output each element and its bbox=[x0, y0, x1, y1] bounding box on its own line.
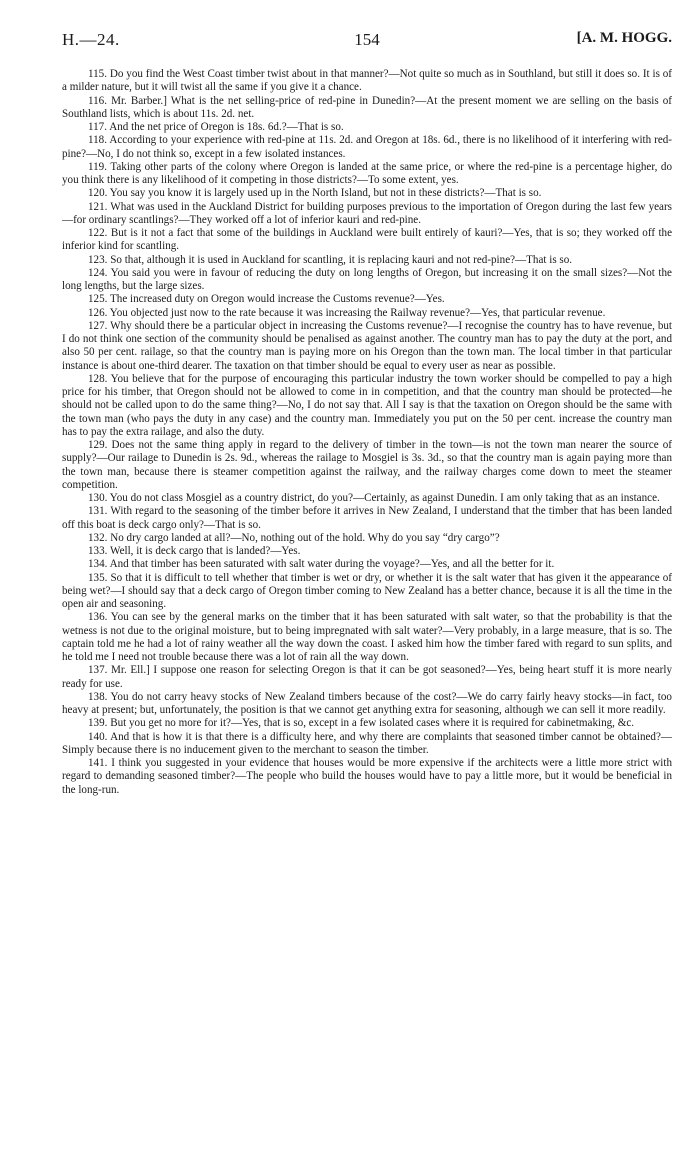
question-number: 125. bbox=[88, 293, 108, 306]
question-text: You can see by the general marks on the timber that it has been saturated with salt water, so that the probability is that the wetness is not due to the original moisture, but to being impregnated with salt water?—Very probably, in a large measure, that is so. The captain told me he had a lot of rainy weather all the way down the coast. I asked him how the timber fared with regard to sun splits, and he told me I need not trouble because there was a lot of rain all the way down. bbox=[62, 611, 672, 663]
question-text: Mr. Ell.] I suppose one reason for selecting Oregon is that it can be got seasoned?—Yes, being heart stuff it is more nearly ready for use. bbox=[62, 664, 672, 690]
question-text: But is it not a fact that some of the buildings in Auckland were built entirely of kauri?—Yes, that is so; they worked off the inferior kind for scantling. bbox=[62, 227, 672, 253]
question-number: 133. bbox=[88, 545, 108, 557]
question-number: 131. bbox=[88, 505, 108, 518]
question-paragraph bbox=[62, 187, 672, 200]
question-number: 123. bbox=[88, 253, 108, 266]
question-paragraph bbox=[62, 201, 672, 228]
question-paragraph bbox=[62, 558, 672, 571]
question-paragraph bbox=[62, 492, 672, 505]
question-paragraph bbox=[62, 121, 672, 134]
question-text: Taking other parts of the colony where Oregon is landed at the same price, or where the red-pine is a percentage higher, do you think there is any likelihood of it competing in those districts?—To some extent, yes. bbox=[62, 160, 672, 186]
question-text: You do not class Mosgiel as a country district, do you?—Certainly, as against Dunedin. I am only taking that as an instance. bbox=[109, 492, 660, 504]
question-text: You objected just now to the rate because it was increasing the Railway revenue?—Yes, that particular revenue. bbox=[109, 306, 606, 319]
question-text: Mr. Barber.] What is the net selling-price of red-pine in Dunedin?—At the present moment we are selling on the basis of Southland lists, which is about 11s. 2d. net. bbox=[62, 94, 672, 120]
question-number: 129. bbox=[88, 439, 108, 451]
question-paragraph bbox=[62, 373, 672, 439]
question-text: You do not carry heavy stocks of New Zealand timbers because of the cost?—We do carry fairly heavy stocks—in fact, too heavy at present; but, unfortunately, the position is that we cannot get anything extra for seasoning, although we can sell it more readily. bbox=[62, 690, 672, 716]
question-number: 141. bbox=[88, 757, 108, 769]
question-paragraph bbox=[62, 134, 672, 161]
question-paragraph bbox=[62, 307, 672, 320]
question-number: 126. bbox=[88, 306, 108, 319]
question-text: So that it is difficult to tell whether that timber is wet or dry, or whether it is the salt water that has given it the appearance of being wet?—I should say that a deck cargo of Oregon timber coming to New Zealand has a better chance, because it is all the time in the open air and seasoning. bbox=[62, 571, 672, 610]
question-number: 139. bbox=[88, 717, 108, 730]
question-paragraph bbox=[62, 505, 672, 532]
question-number: 132. bbox=[88, 531, 108, 544]
question-paragraph bbox=[62, 757, 672, 797]
question-paragraph bbox=[62, 664, 672, 691]
question-text: Does not the same thing apply in regard to the delivery of timber in the town—is not the town man nearer the source of supply?—Our railage to Dunedin is 2s. 9d., whereas the railage to Mosgiel is 3s. 3d., so that the country man is again paying more than the town man, because there is steamer competition against the railway, and the railway charges come down to meet the steamer competition. bbox=[62, 439, 672, 491]
question-number: 121. bbox=[88, 200, 108, 213]
page-header bbox=[62, 22, 672, 52]
question-number: 137. bbox=[88, 664, 108, 677]
question-number: 130. bbox=[88, 492, 108, 504]
question-text: But you get no more for it?—Yes, that is so, except in a few isolated cases where it is required for cabinetmaking, &c. bbox=[110, 717, 635, 730]
question-text: You say you know it is largely used up in the North Island, but not in these districts?—That is so. bbox=[109, 187, 542, 200]
question-paragraph bbox=[62, 439, 672, 492]
question-text: You said you were in favour of reducing the duty on long lengths of Oregon, but increasing it on the small sizes?—Not the long lengths, but the large sizes. bbox=[62, 266, 672, 292]
question-text: Why should there be a particular object in increasing the Customs revenue?—I recognise the country has to have revenue, but I do not think one section of the community should be penalised as against another. The country man has to pay the duty at the port, and also 50 per cent. railage, so that the country man is paying more on his Oregon than the town man. The local timber in that particular instance is about one-third dearer. The taxation on that timber should be equal to every user as near as possible. bbox=[62, 319, 672, 372]
question-number: 115. bbox=[88, 68, 108, 80]
question-paragraph bbox=[62, 532, 672, 545]
question-text: So that, although it is used in Auckland for scantling, it is replacing kauri and not red-pine?—That is so. bbox=[110, 253, 573, 266]
question-text: And that timber has been saturated with salt water during the voyage?—Yes, and all the better for it. bbox=[109, 558, 555, 571]
question-text: Well, it is deck cargo that is landed?—Yes. bbox=[110, 545, 301, 557]
evidence-body bbox=[62, 68, 672, 797]
question-number: 118. bbox=[88, 134, 108, 147]
question-number: 122. bbox=[88, 227, 108, 239]
question-number: 140. bbox=[88, 730, 108, 743]
question-number: 127. bbox=[88, 319, 108, 332]
question-number: 128. bbox=[88, 372, 108, 385]
question-paragraph bbox=[62, 572, 672, 612]
question-paragraph bbox=[62, 267, 672, 294]
question-number: 117. bbox=[88, 121, 108, 133]
question-text: No dry cargo landed at all?—No, nothing out of the hold. Why do you say “dry cargo”? bbox=[110, 531, 500, 544]
question-number: 119. bbox=[88, 160, 108, 173]
question-text: What was used in the Auckland District for building purposes previous to the importation of Oregon during the last few years—for ordinary scantlings?—They worked off a lot of inferior kauri and red-pine. bbox=[62, 200, 672, 226]
question-text: And that is how it is that there is a difficulty here, and why there are complaints that seasoned timber cannot be obtained?—Simply because there is no inducement given to the merchant to season the timber. bbox=[62, 730, 672, 756]
question-number: 138. bbox=[88, 690, 108, 703]
document-reference: H.—24. bbox=[62, 30, 120, 49]
question-text: And the net price of Oregon is 18s. 6d.?—That is so. bbox=[109, 121, 344, 133]
question-paragraph bbox=[62, 717, 672, 730]
question-paragraph bbox=[62, 161, 672, 188]
witness-name: [A. M. HOGG. bbox=[576, 30, 672, 46]
question-text: You believe that for the purpose of encouraging this particular industry the town worker should be compelled to pay a high price for his timber, that Oregon should not be allowed to come in in competition, and that the country man should be protected—he should not be called upon to do the same thing?—No, I do not say that. All I say is that the taxation on Oregon should be the same with the town man (who pays the duty in any case) and the country man. Immediately you put on the 50 per cent. increase the country man has to pay the extra railage, and also the duty. bbox=[62, 372, 672, 438]
question-text: According to your experience with red-pine at 11s. 2d. and Oregon at 18s. 6d., there is no likelihood of it interfering with red-pine?—No, I do not think so, except in a few isolated instances. bbox=[62, 134, 672, 160]
question-number: 116. bbox=[88, 94, 108, 107]
question-paragraph bbox=[62, 254, 672, 267]
question-paragraph bbox=[62, 731, 672, 758]
question-text: I think you suggested in your evidence that houses would be more expensive if the architects were a little more strict with regard to demanding seasoned timber?—The people who build the houses would have to pay a little more, but it would be beneficial in the long-run. bbox=[62, 757, 672, 796]
question-paragraph bbox=[62, 95, 672, 122]
question-text: Do you find the West Coast timber twist about in that manner?—Not quite so much as in Southland, but still it does so. It is of a milder nature, but it will twist all the same if you give it a chance. bbox=[62, 68, 672, 94]
question-paragraph bbox=[62, 293, 672, 306]
question-number: 124. bbox=[88, 266, 108, 279]
page-number: 154 bbox=[354, 30, 380, 49]
question-text: With regard to the seasoning of the timber before it arrives in New Zealand, I understand that the timber that has been landed off this boat is deck cargo only?—That is so. bbox=[62, 505, 672, 531]
question-number: 136. bbox=[88, 611, 108, 624]
question-paragraph bbox=[62, 227, 672, 254]
question-number: 134. bbox=[88, 558, 108, 571]
question-paragraph bbox=[62, 691, 672, 718]
question-paragraph bbox=[62, 320, 672, 373]
question-paragraph bbox=[62, 68, 672, 95]
question-paragraph bbox=[62, 611, 672, 664]
question-number: 135. bbox=[88, 571, 108, 584]
question-paragraph bbox=[62, 545, 672, 558]
question-number: 120. bbox=[88, 187, 108, 200]
question-text: The increased duty on Oregon would increase the Customs revenue?—Yes. bbox=[110, 293, 445, 306]
